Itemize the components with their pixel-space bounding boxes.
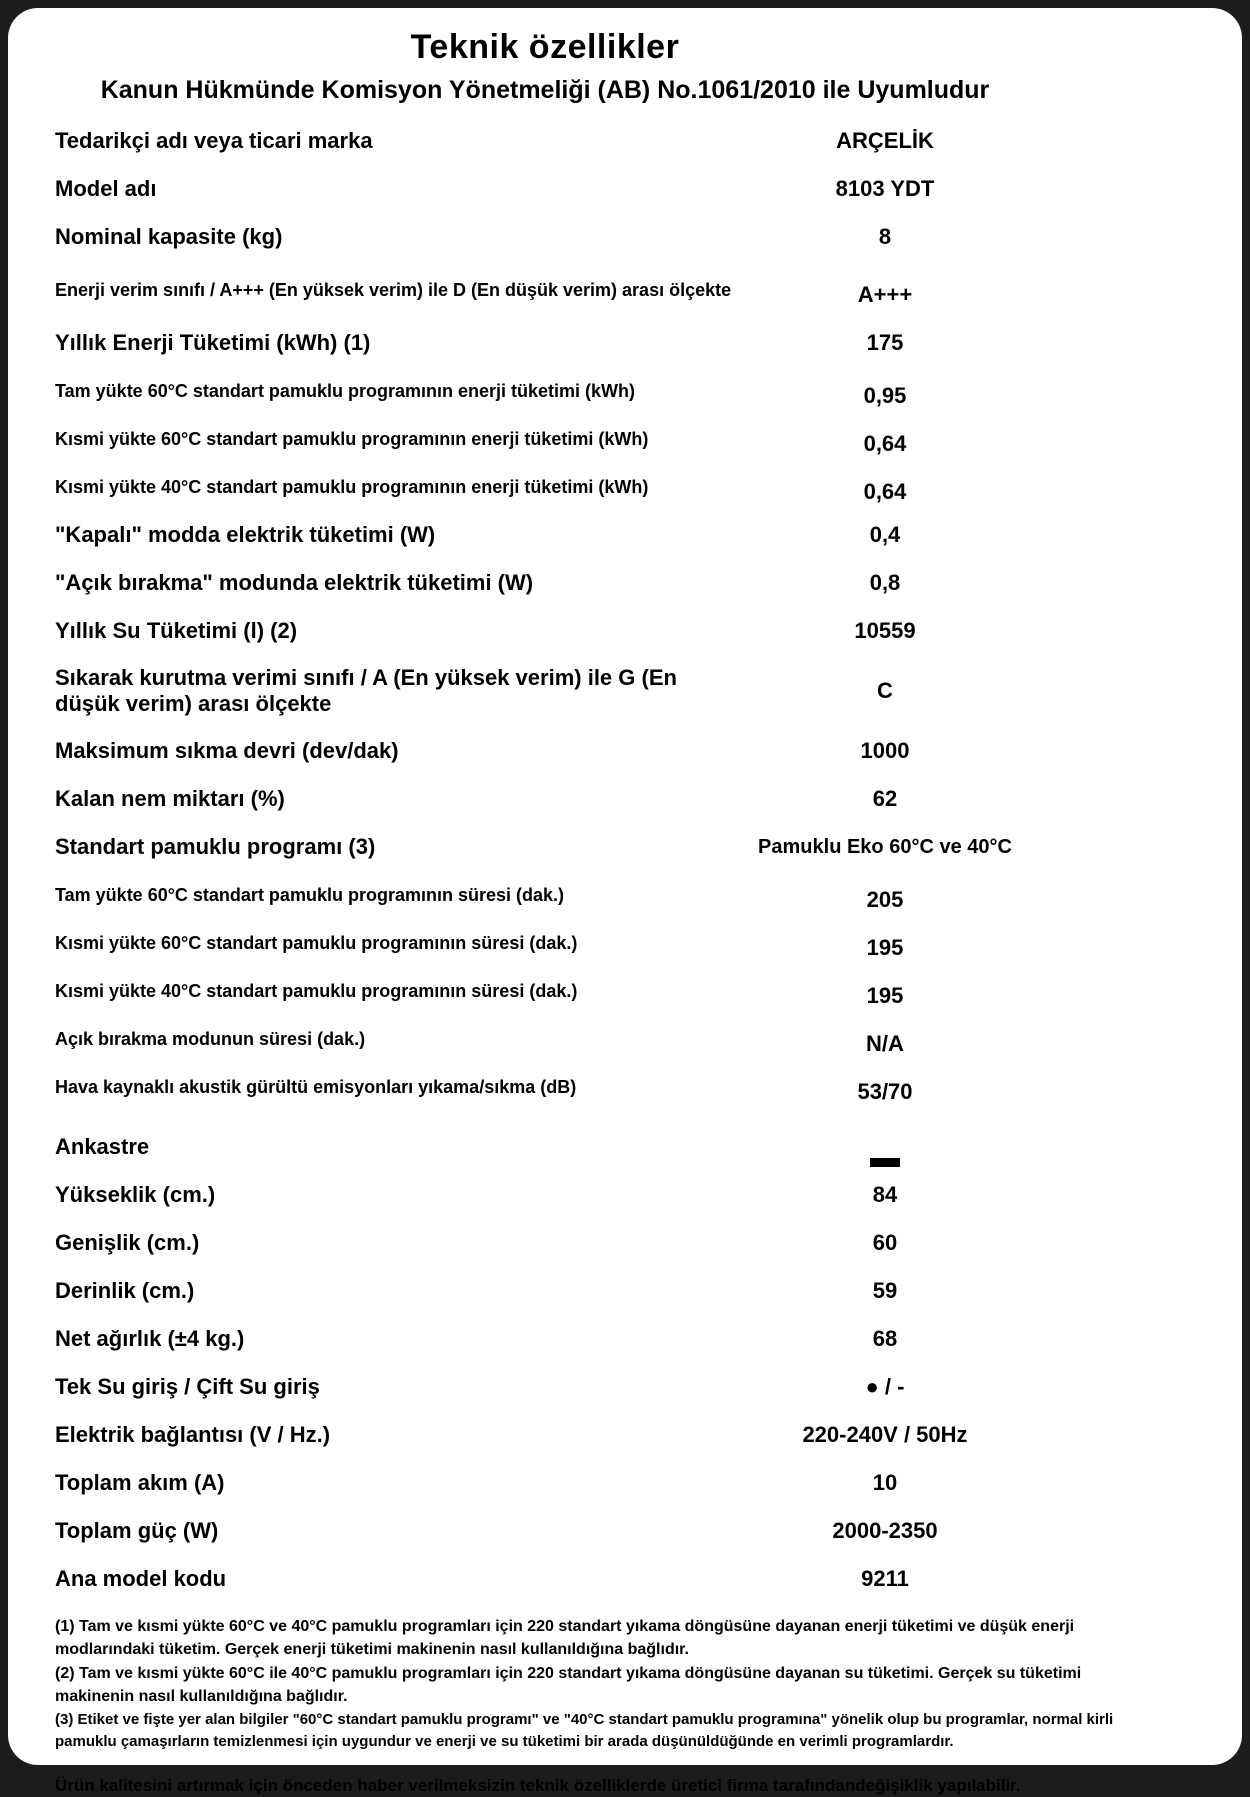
spec-row-off-mode	[55, 511, 1035, 559]
spec-value: A+++	[857, 282, 913, 307]
spec-label: Genişlik (cm.)	[55, 1230, 200, 1255]
spec-label: Kısmi yükte 40°C standart pamuklu programının süresi (dak.)	[55, 980, 578, 1001]
spec-label: Yıllık Enerji Tüketimi (kWh) (1)	[55, 330, 371, 355]
spec-label: Elektrik bağlantısı (V / Hz.)	[55, 1422, 331, 1447]
spec-sheet-content	[8, 8, 1242, 1797]
spec-value: ARÇELİK	[836, 128, 934, 153]
footnote-1: (1) Tam ve kısmi yükte 60°C ve 40°C pamuklu programları için 220 standart yıkama döngüsüne dayanan enerji tüketimi ve düşük enerji modlarındaki tüketim. Gerçek enerji tüketimi makinenin nasıl kullanıldığına bağlıdır.	[55, 1618, 1075, 1658]
spec-label: Yıllık Su Tüketimi (l) (2)	[55, 618, 298, 643]
spec-row-annual-water	[55, 607, 1035, 655]
spec-value: N/A	[866, 1031, 904, 1056]
spec-value: 0,64	[863, 431, 907, 456]
spec-value: 8	[878, 224, 892, 249]
spec-value	[735, 1123, 1035, 1171]
spec-value: 205	[866, 887, 904, 912]
spec-row-max-spin	[55, 727, 1035, 775]
spec-row-width	[55, 1219, 1035, 1267]
spec-row-net-weight	[55, 1315, 1035, 1363]
spec-value: 10559	[854, 618, 916, 643]
spec-value: 68	[872, 1326, 898, 1351]
spec-row-total-current	[55, 1459, 1035, 1507]
spec-value: 195	[866, 983, 904, 1008]
spec-label: Tedarikçi adı veya ticari marka	[55, 128, 373, 153]
page-title: Teknik özellikler	[410, 28, 680, 66]
regulation-subtitle: Kanun Hükmünde Komisyon Yönetmeliği (AB) No.1061/2010 ile Uyumludur	[100, 76, 990, 104]
spec-row-depth	[55, 1267, 1035, 1315]
spec-row-left-on-mode	[55, 559, 1035, 607]
spec-label: Standart pamuklu programı (3)	[55, 834, 376, 859]
spec-value: 59	[872, 1278, 898, 1303]
spec-value: 9211	[861, 1566, 909, 1591]
spec-value: 2000-2350	[832, 1518, 938, 1543]
spec-label: Kısmi yükte 60°C standart pamuklu programının süresi (dak.)	[55, 932, 578, 953]
spec-label: Açık bırakma modunun süresi (dak.)	[55, 1028, 366, 1049]
spec-value: 0,8	[869, 570, 901, 595]
spec-row-spin-class	[55, 655, 1035, 727]
spec-value: 0,64	[863, 479, 907, 504]
spec-row-duration-partial-40	[55, 967, 1035, 1015]
spec-label: Maksimum sıkma devri (dev/dak)	[55, 738, 399, 763]
spec-value: 84	[872, 1182, 898, 1207]
footnotes	[55, 1615, 1147, 1753]
spec-value: 0,95	[863, 383, 907, 408]
spec-value: ● / -	[865, 1374, 905, 1399]
spec-value: 62	[872, 786, 898, 811]
spec-row-total-power	[55, 1507, 1035, 1555]
spec-row-residual-moisture	[55, 775, 1035, 823]
spec-label: Ana model kodu	[55, 1566, 227, 1591]
spec-row-noise	[55, 1063, 1035, 1111]
spec-value: 0,4	[869, 522, 901, 547]
spec-row-water-inlet	[55, 1363, 1035, 1411]
spec-label: Nominal kapasite (kg)	[55, 224, 283, 249]
spec-label: Toplam akım (A)	[55, 1470, 225, 1495]
spec-row-duration-partial-60	[55, 919, 1035, 967]
spec-row-supplier	[55, 117, 1035, 165]
spec-row-model	[55, 165, 1035, 213]
spec-row-energy-partial-60	[55, 415, 1035, 463]
spec-value: 10	[872, 1470, 898, 1495]
spec-row-energy-class	[55, 261, 1035, 319]
spec-label: Kalan nem miktarı (%)	[55, 786, 285, 811]
spec-value: 1000	[860, 738, 910, 763]
spec-label: "Açık bırakma" modunda elektrik tüketimi (W)	[55, 570, 534, 595]
spec-label: Model adı	[55, 176, 157, 201]
footnote-3: (3) Etiket ve fişte yer alan bilgiler "60°C standart pamuklu programı" ve "40°C standart pamuklu programına" yönelik olup bu programlar, normal kirli pamuklu çamaşırların temizlenmesi için uygundur ve enerji ve su tüketimi bir arada düşünüldüğünde en verimli programlardır.	[55, 1711, 1114, 1750]
spec-value: 220-240V / 50Hz	[802, 1422, 968, 1447]
spec-value: 195	[866, 935, 904, 960]
spec-row-built-in	[55, 1123, 1035, 1171]
spec-value: 60	[872, 1230, 898, 1255]
spec-row-duration-full-60	[55, 871, 1035, 919]
spec-label: Derinlik (cm.)	[55, 1278, 195, 1303]
spec-label: Hava kaynaklı akustik gürültü emisyonları yıkama/sıkma (dB)	[55, 1076, 577, 1097]
spec-label: Kısmi yükte 60°C standart pamuklu programının enerji tüketimi (kWh)	[55, 428, 649, 449]
spec-label: Tek Su giriş / Çift Su giriş	[55, 1374, 320, 1399]
spec-value: Pamuklu Eko 60°C ve 40°C	[758, 836, 1012, 858]
spec-label: Tam yükte 60°C standart pamuklu programının enerji tüketimi (kWh)	[55, 380, 635, 401]
spec-label: Net ağırlık (±4 kg.)	[55, 1326, 245, 1351]
spec-value: 8103 YDT	[835, 176, 935, 201]
dash-icon	[870, 1158, 900, 1167]
spec-value: 53/70	[857, 1079, 913, 1104]
spec-label: Tam yükte 60°C standart pamuklu programının süresi (dak.)	[55, 884, 564, 905]
spec-label: "Kapalı" modda elektrik tüketimi (W)	[55, 522, 436, 547]
spec-table	[55, 117, 1035, 1603]
spec-label: Enerji verim sınıfı / A+++ (En yüksek verim) ile D (En düşük verim) arası ölçekte	[55, 279, 732, 300]
spec-row-energy-full-60	[55, 367, 1035, 415]
spec-row-electrical-connection	[55, 1411, 1035, 1459]
spec-row-capacity	[55, 213, 1035, 261]
spec-label: Ankastre	[55, 1134, 150, 1159]
manufacturer-disclaimer: Ürün kalitesini artırmak için önceden haber verilmeksizin teknik özelliklerde üretici firma tarafındandeğişiklik yapılabilir.	[55, 1776, 1021, 1795]
spec-sheet-card	[8, 8, 1242, 1795]
spec-label: Toplam güç (W)	[55, 1518, 219, 1543]
spec-row-energy-partial-40	[55, 463, 1035, 511]
spec-label: Sıkarak kurutma verimi sınıfı / A (En yüksek verim) ile G (En düşük verim) arası ölçekte	[55, 665, 677, 716]
spec-label: Yükseklik (cm.)	[55, 1182, 216, 1207]
spec-row-main-model-code	[55, 1555, 1035, 1603]
spec-row-height	[55, 1171, 1035, 1219]
spec-value: C	[877, 678, 893, 703]
spec-value: 175	[866, 330, 904, 355]
spec-label: Kısmi yükte 40°C standart pamuklu programının enerji tüketimi (kWh)	[55, 476, 649, 497]
spec-row-left-on-duration	[55, 1015, 1035, 1063]
footnote-2: (2) Tam ve kısmi yükte 60°C ile 40°C pamuklu programları için 220 standart yıkama döngüsüne dayanan su tüketimi. Gerçek su tüketimi makinenin nasıl kullanıldığına bağlıdır.	[55, 1665, 1082, 1705]
spec-row-annual-energy	[55, 319, 1035, 367]
spec-row-standard-program	[55, 823, 1035, 871]
